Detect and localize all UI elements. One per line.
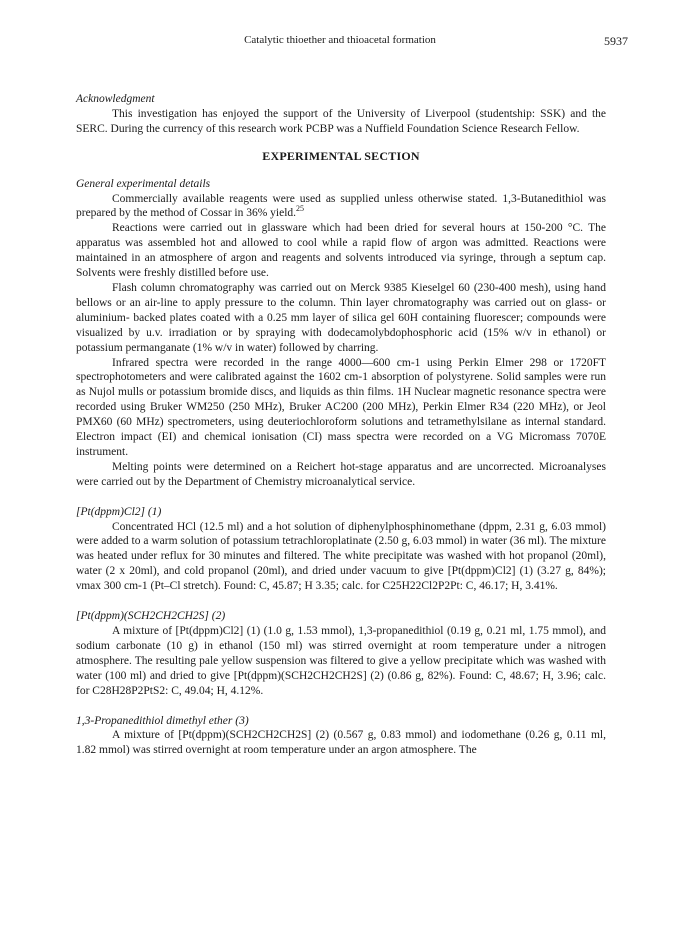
running-header — [0, 34, 680, 50]
general-paragraph-chromatography: Flash column chromatography was carried out on Merck 9385 Kieselgel 60 (230-400 mesh), using hand bellows or an air-line to apply pressure to the column. Thin layer chromatography was carried out on glass- or aluminium- backed plates coated with a 0.25 mm layer of silica gel 60H containing fluorescer; compounds were visualized by u.v. irradiation or by spraying with dodecamolybdophosphoric acid (15% w/v in ethanol) or potassium permanganate (1% w/v in water) followed by charring. — [76, 281, 606, 354]
acknowledgment-text: This investigation has enjoyed the support of the University of Liverpool (studentship: SSK) and the SERC. During the currency of this research work PCBP was a Nuffield Foundation Science Research Fellow. — [76, 107, 606, 135]
reagents-text: Commercially available reagents were used as supplied unless otherwise stated. 1,3-Butanedithiol was prepared by the method of Cossar in 36% yield. — [76, 192, 606, 220]
compound-1-procedure: Concentrated HCl (12.5 ml) and a hot solution of diphenylphosphinomethane (dppm, 2.31 g, 6.03 mmol) were added to a warm solution of potassium tetrachloroplatinate (2.50 g, 6.03 mmol) in water (36 ml). The mixture was heated under reflux for 30 minutes and filtered. The white precipitate was washed with hot propanol (20ml), water (2 x 20ml), and cold propanol (20ml), and dried under vacuum to give [Pt(dppm)Cl2] (1) (3.27 g, 84%); νmax 300 cm-1 (Pt–Cl stretch). Found: C, 45.87; H 3.35; calc. for C25H22Cl2P2Pt: C, 46.17; H, 3.41%. — [76, 520, 606, 593]
running-title: Catalytic thioether and thioacetal formation — [244, 34, 436, 46]
compound-3-heading: 1,3-Propanedithiol dimethyl ether (3) — [76, 714, 249, 727]
general-paragraph-spectroscopy: Infrared spectra were recorded in the range 4000—600 cm-1 using Perkin Elmer 298 or 1720FT spectrophotometers and were calibrated against the 1602 cm-1 absorption of polystyrene. Solid samples were run as Nujol mulls or potassium bromide discs, and liquids as thin films. 1H Nuclear magnetic resonance spectra were recorded using Bruker WM250 (250 MHz), Bruker AC200 (200 MHz), Perkin Elmer R34 (220 MHz), or Jeol PMX60 (60 MHz) spectrometers, using deuteriochloroform solutions and tetramethylsilane as internal standard. Electron impact (EI) and chemical ionisation (CI) mass spectra were recorded on a VG Micromass 7070E instrument. — [76, 356, 606, 458]
compound-3-procedure: A mixture of [Pt(dppm)(SCH2CH2CH2S] (2) (0.567 g, 0.83 mmol) and iodomethane (0.26 g, 0.11 ml, 1.82 mmol) was stirred overnight at room temperature under an argon atmosphere. The — [76, 729, 606, 757]
general-paragraph-reagents — [76, 192, 606, 222]
acknowledgment-heading: Acknowledgment — [76, 93, 155, 105]
experimental-section-title: EXPERIMENTAL SECTION — [262, 148, 420, 163]
compound-2-procedure: A mixture of [Pt(dppm)Cl2] (1) (1.0 g, 1.53 mmol), 1,3-propanedithiol (0.19 g, 0.21 ml, 1.75 mmol), and sodium carbonate (10 g) in ethanol (150 ml) was stirred overnight at room temperature under a nitrogen atmosphere. The resulting pale yellow suspension was filtered to give a yellow precipitate which was washed with water (100 ml) and dried to give [Pt(dppm)(SCH2CH2CH2S] (2) (0.86 g, 82%). Found: C, 48.67; H, 3.96; calc. for C28H28P2PtS2: C, 49.04; H, 4.12%. — [76, 625, 606, 697]
compound-2-heading: [Pt(dppm)(SCH2CH2CH2S] (2) — [76, 610, 226, 623]
compound-1-heading: [Pt(dppm)Cl2] (1) — [76, 505, 162, 518]
page-number: 5937 — [604, 34, 628, 48]
body-content — [76, 92, 606, 758]
general-details-heading: General experimental details — [76, 177, 211, 190]
general-paragraph-glassware: Reactions were carried out in glassware which had been dried for several hours at 150-200 °C. The apparatus was assembled hot and allowed to cool while a rapid flow of argon was admitted. Reactions were maintained in an atmosphere of argon and reagents and solvents introduced via syringe, through a septum cap. Solvents were freshly distilled before use. — [76, 222, 606, 280]
general-paragraph-melting-points: Melting points were determined on a Reichert hot-stage apparatus and are uncorrected. Microanalyses were carried out by the Department of Chemistry microanalytical service. — [76, 460, 606, 488]
reference-25: 25 — [296, 204, 305, 214]
